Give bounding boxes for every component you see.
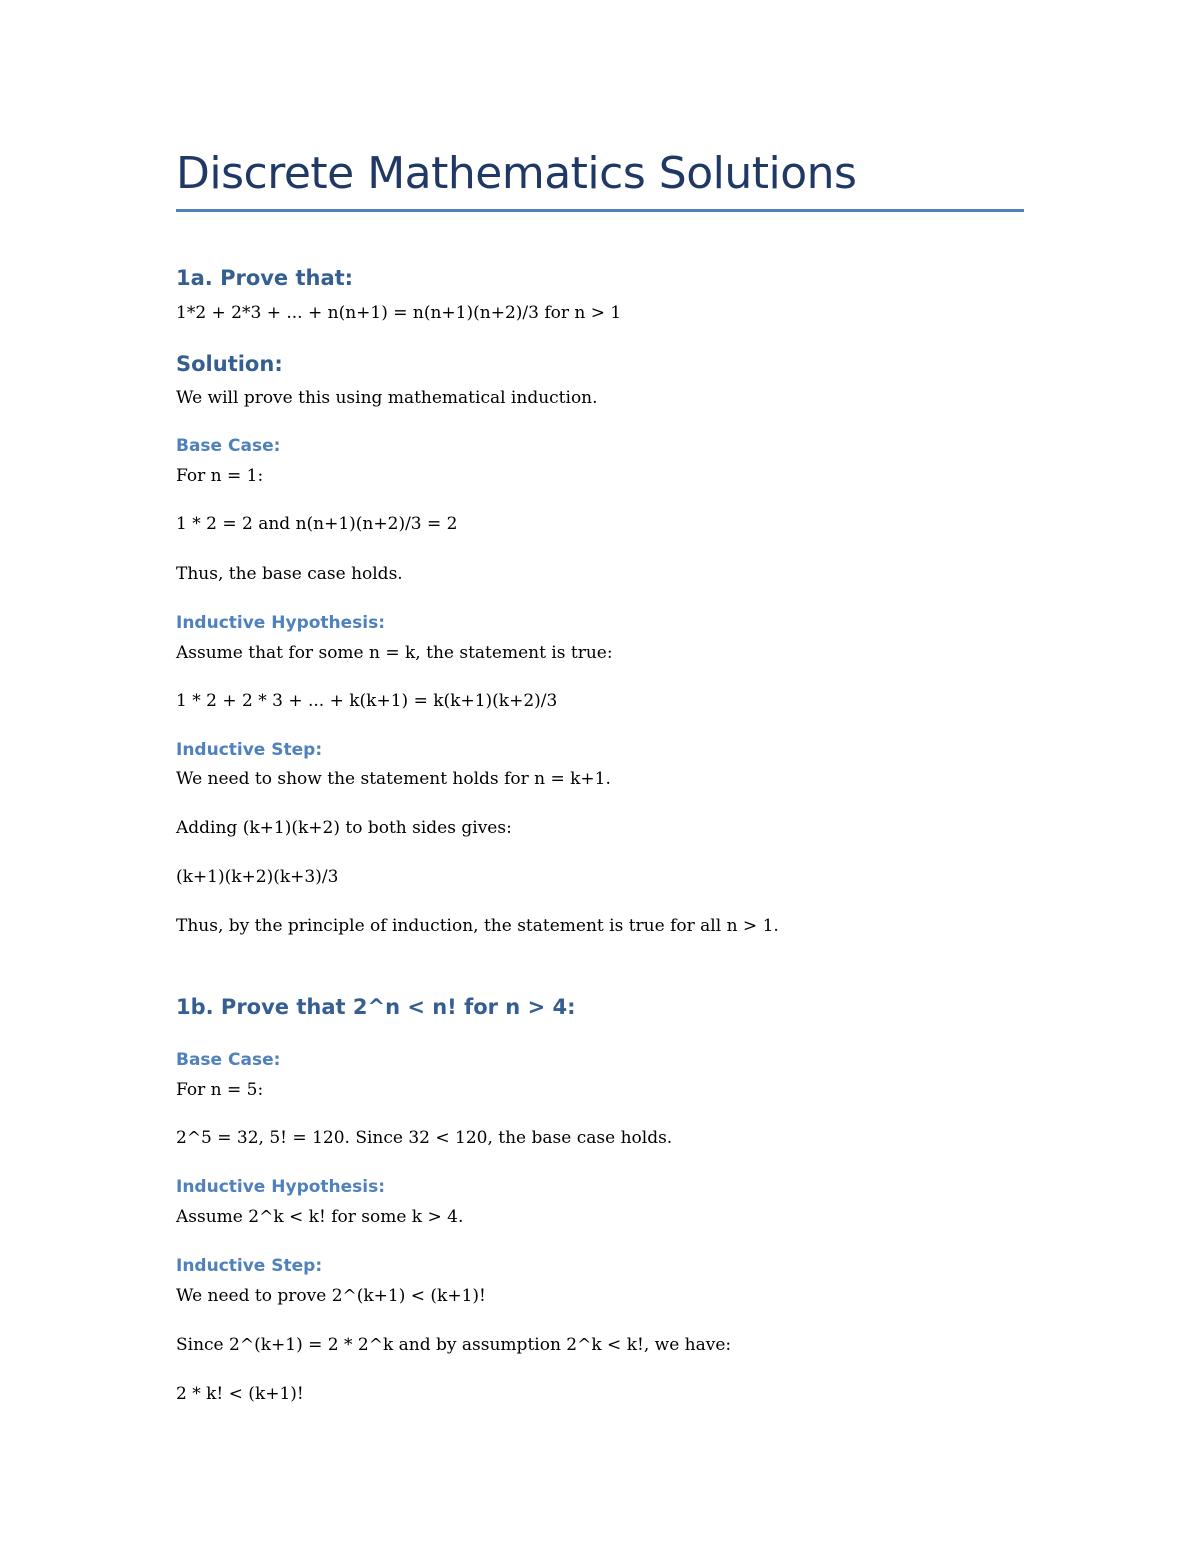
question-1b-heading: 1b. Prove that 2^n < n! for n > 4: — [176, 995, 576, 1019]
q1a-hypothesis-line: Assume that for some n = k, the statement is true: — [176, 643, 613, 663]
q1a-base-case-heading: Base Case: — [176, 436, 281, 456]
title-underline-rule — [176, 209, 1024, 212]
q1a-base-case-line: For n = 1: — [176, 466, 264, 486]
q1b-hypothesis-heading: Inductive Hypothesis: — [176, 1177, 386, 1197]
q1a-step-heading: Inductive Step: — [176, 740, 323, 760]
q1a-step-line: Thus, by the principle of induction, the statement is true for all n > 1. — [176, 916, 779, 936]
q1a-step-line: (k+1)(k+2)(k+3)/3 — [176, 867, 339, 887]
q1a-hypothesis-line: 1 * 2 + 2 * 3 + ... + k(k+1) = k(k+1)(k+2)/3 — [176, 691, 558, 711]
solution-heading: Solution: — [176, 352, 283, 376]
q1b-step-heading: Inductive Step: — [176, 1256, 323, 1276]
q1b-base-case-line: For n = 5: — [176, 1080, 264, 1100]
question-1a-statement: 1*2 + 2*3 + ... + n(n+1) = n(n+1)(n+2)/3 for n > 1 — [176, 303, 622, 323]
q1a-base-case-line: Thus, the base case holds. — [176, 564, 403, 584]
q1a-hypothesis-heading: Inductive Hypothesis: — [176, 613, 386, 633]
q1a-base-case-line: 1 * 2 = 2 and n(n+1)(n+2)/3 = 2 — [176, 514, 458, 534]
q1b-step-line: 2 * k! < (k+1)! — [176, 1384, 304, 1404]
solution-intro: We will prove this using mathematical induction. — [176, 388, 598, 408]
q1b-step-line: We need to prove 2^(k+1) < (k+1)! — [176, 1286, 486, 1306]
document-title: Discrete Mathematics Solutions — [176, 148, 857, 199]
q1b-base-case-heading: Base Case: — [176, 1050, 281, 1070]
q1b-hypothesis-line: Assume 2^k < k! for some k > 4. — [176, 1207, 464, 1227]
q1b-base-case-line: 2^5 = 32, 5! = 120. Since 32 < 120, the base case holds. — [176, 1128, 673, 1148]
q1b-step-line: Since 2^(k+1) = 2 * 2^k and by assumption 2^k < k!, we have: — [176, 1335, 732, 1355]
q1a-step-line: Adding (k+1)(k+2) to both sides gives: — [176, 818, 512, 838]
question-1a-heading: 1a. Prove that: — [176, 266, 354, 290]
q1a-step-line: We need to show the statement holds for n = k+1. — [176, 769, 611, 789]
